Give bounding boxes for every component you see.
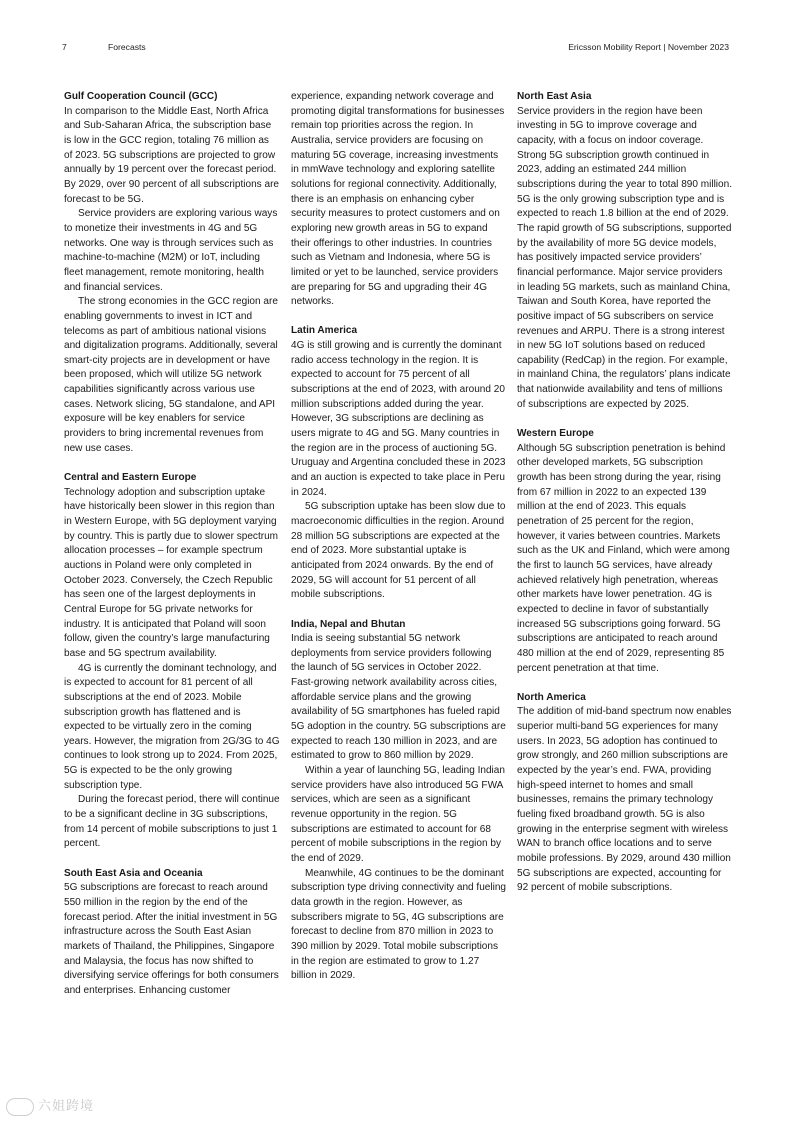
paragraph: Meanwhile, 4G continues to be the dominant subscription type driving connectivity and fueling data growth in the region. However, as subscribers migrate to 5G, 4G subscriptions are forecast to decline from 870 million in 2023 to 390 million by 2029. Total mobile subscriptions in the region are estimated to grow to 1.27 billion in 2029. [291,867,507,982]
paragraph: Although 5G subscription penetration is behind other developed markets, 5G subscription growth has been strong during the year, rising from 67 million in 2022 to an expected 139 million at the end of 2023. This equals penetration of 25 percent for the region, however, it varies between countries. Markets such as the UK and Finland, which were among the first to launch 5G services, have already achieved relatively high penetration, whereas other markets have lower penetration. 4G is expected to decline in favor of substantially increased 5G subscriptions going forward. 5G subscriptions are anticipated to reach around 480 million at the end of 2029, representing 85 percent penetration at that time. [517,442,730,674]
heading-north-america: North America [517,691,586,703]
paragraph: The strong economies in the GCC region are enabling governments to invest in ICT and telecoms as part of ambitious national visions and digitalization programs. Additionally, several smart-city projects are in development or have been proposed, which will utilize 5G network capabilities significantly across various use cases. Network slicing, 5G standalone, and API exposure will be key enablers for service providers to bring incremental revenues from new use cases. [64,296,278,454]
page-number: 7 [62,42,67,52]
heading-gcc: Gulf Cooperation Council (GCC) [64,91,218,102]
paragraph: 4G is still growing and is currently the dominant radio access technology in the region. It is expected to account for 75 percent of all subscriptions at the end of 2023, with around 20 million subscriptions added during the year. However, 3G subscriptions are declining as users migrate to 4G and 5G. Many countries in the region are in the process of auctioning 5G. Uruguay and Argentina concluded these in 2023 and an auction is expected to take place in Peru in 2024. [291,340,506,498]
paragraph: During the forecast period, there will continue to be a significant decline in 3G subscriptions, from 14 percent of mobile subscriptions to just 1 percent. [64,794,280,850]
column-middle [291,90,507,984]
paragraph: Service providers are exploring various ways to monetize their investments in 4G and 5G networks. One way is through services such as machine-to-machine (M2M) or IoT, including fleet management, remote monitoring, health and financial services. [64,208,278,293]
heading-india-nepal-bhutan: India, Nepal and Bhutan [291,618,406,630]
heading-latin-america: Latin America [291,325,358,337]
paragraph: Technology adoption and subscription uptake have historically been slower in this region than in Western Europe, with 5G deployment varying by country. This is partly due to slower spectrum allocation processes – for example spectrum auctions in Poland were only completed in October 2023. Conversely, the Czech Republic has seen one of the largest deployments in Central Europe for 5G private networks for industry. It is anticipated that Poland will soon follow, given the country’s large manufacturing base and 5G spectrum availability. [64,486,279,659]
paragraph: 4G is currently the dominant technology, and is expected to account for 81 percent of all subscriptions at the end of 2023. Mobile subscription growth has flattened and is expected to be virtually zero in the coming years. However, the migration from 2G/3G to 4G continues to look strong up to 2024. From 2025, 5G is expected to be the only growing subscription type. [64,662,280,791]
watermark-text: 六姐跨境 [38,1098,95,1113]
paragraph: Service providers in the region have been investing in 5G to improve coverage and capacity, with a focus on indoor coverage. Strong 5G subscription growth continued in 2023, adding an estimated 244 million subscriptions during the year to total 890 million. 5G is the only growing subscription type and is expected to reach 1.8 billion at the end of 2029. The rapid growth of 5G subscriptions, supported by the availability of more 5G device models, has positively impacted service providers’ financial performance. Major service providers in leading 5G markets, such as mainland China, Taiwan and South Korea, have reported the positive impact of 5G subscribers on service revenues and ARPU. There is a strong interest in new 5G IoT solutions based on reduced capability (RedCap) in the region. For example, in mainland China, the regulators’ plans indicate that nationwide availability and tens of millions of subscriptions are expected by 2025. [517,105,733,410]
heading-western-europe: Western Europe [517,428,594,440]
paragraph: 5G subscription uptake has been slow due to macroeconomic difficulties in the region. Around 28 million 5G subscriptions are expected at the end of 2023. More substantial uptake is anticipated from 2024 onwards. By the end of 2029, 5G will account for 51 percent of all mobile subscriptions. [291,501,506,601]
heading-north-east-asia: North East Asia [517,91,592,102]
paragraph: In comparison to the Middle East, North Africa and Sub-Saharan Africa, the subscription base is low in the GCC region, totaling 76 million as of 2023. 5G subscriptions are projected to grow annually by 19 percent over the forecast period. By 2029, over 90 percent of all subscriptions are forecast to be 5G. [64,105,280,205]
heading-central-eastern-europe: Central and Eastern Europe [64,472,197,483]
report-title: Ericsson Mobility Report | November 2023 [568,42,729,52]
watermark-logo-icon [6,1098,34,1116]
heading-south-east-asia-oceania: South East Asia and Oceania [64,867,203,879]
column-left [64,90,280,999]
paragraph: India is seeing substantial 5G network deployments from service providers following the launch of 5G services in October 2022. Fast-growing network availability across cities, affordable service plans and the growing availability of 5G smartphones has fueled rapid 5G adoption in the country. 5G subscriptions are expected to reach 130 million in 2023, and are estimated to grow to 860 million by 2029. [291,633,506,762]
paragraph: 5G subscriptions are forecast to reach around 550 million in the region by the end of the forecast period. After the initial investment in 5G infrastructure across the South East Asian markets of Thailand, the Philippines, Singapore and Malaysia, the focus has now shifted to diversifying service offerings for both consumers and enterprises. Enhancing customer [64,882,279,996]
paragraph: The addition of mid-band spectrum now enables superior multi-band 5G experiences for many users. In 2023, 5G adoption has continued to grow strongly, and 260 million subscriptions are expected by the year’s end. FWA, providing high-speed internet to homes and small businesses, remains the primary technology fueling fixed broadband growth. 5G is also growing in the enterprise segment with wireless WAN to branch office locations and to serve mobile professions. By 2029, around 430 million 5G subscriptions are expected, accounting for 92 percent of mobile subscriptions. [517,706,732,894]
paragraph: Within a year of launching 5G, leading Indian service providers have also introduced 5G FWA services, which are seen as a significant revenue opportunity in the region. 5G subscriptions are estimated to account for 68 percent of mobile subscriptions in the region by the end of 2029. [291,765,505,864]
page-header [62,42,729,56]
section-title: Forecasts [108,42,146,52]
column-right [517,90,733,896]
paragraph: experience, expanding network coverage and promoting digital transformations for businesses remain top priorities across the region. In Australia, service providers are focusing on maturing 5G coverage, increasing investments in mmWave technology and exploring satellite solutions for regional connectivity. Additionally, there is an emphasis on enhancing cyber security measures to protect customers and on exploring new growth areas in 5G to expand their offerings to other industries. In countries such as Vietnam and Indonesia, where 5G is limited or yet to be launched, service providers are preparing for 5G and upgrading their 4G networks. [291,91,505,308]
watermark [6,1095,94,1116]
